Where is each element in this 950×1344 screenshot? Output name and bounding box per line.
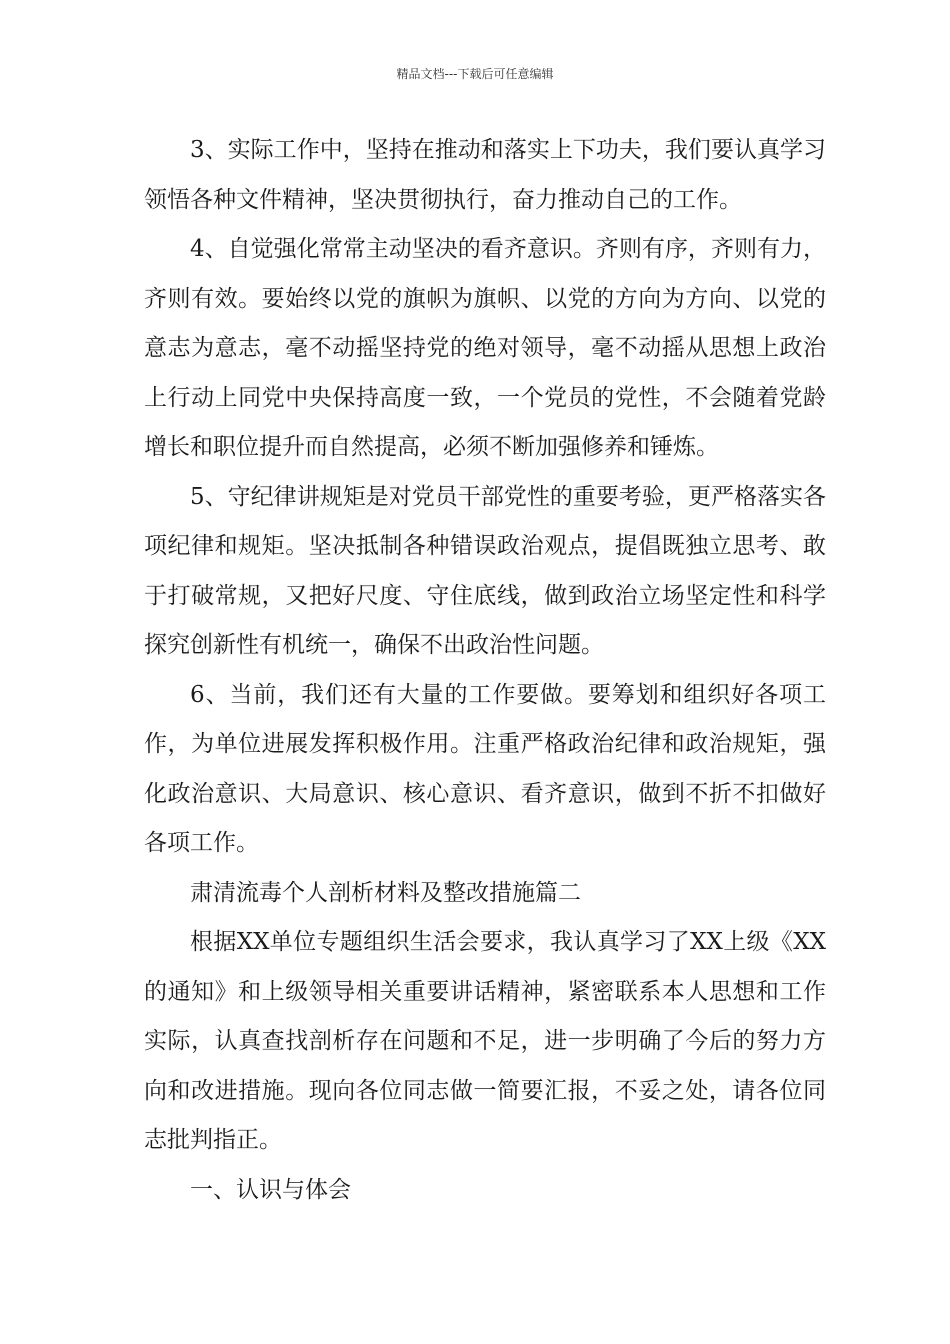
paragraph-3: 3、实际工作中，坚持在推动和落实上下功夫，我们要认真学习领悟各种文件精神，坚决贯彻执行，奋力推动自己的工作。 <box>144 137 826 213</box>
section-heading: 肃清流毒个人剖析材料及整改措施篇二 <box>190 879 581 906</box>
paragraph-5: 5、守纪律讲规矩是对党员干部党性的重要考验，更严格落实各项纪律和规矩。坚决抵制各种错误政治观点，提倡既独立思考、敢于打破常规，又把好尺度、守住底线，做到政治立场坚定性和科学探究创新性有机统一，确保不出政治性问题。 <box>144 483 826 658</box>
paragraph-4: 4、自觉强化常常主动坚决的看齐意识。齐则有序，齐则有力，齐则有效。要始终以党的旗帜为旗帜、以党的方向为方向、以党的意志为意志，毫不动摇坚持党的绝对领导，毫不动摇从思想上政治上行动上同党中央保持高度一致，一个党员的党性，不会随着党龄增长和职位提升而自然提高，必须不断加强修养和锤炼。 <box>144 236 826 460</box>
paragraph-intro: 根据XX单位专题组织生活会要求，我认真学习了XX上级《XX的通知》和上级领导相关重要讲话精神，紧密联系本人思想和工作实际，认真查找剖析存在问题和不足，进一步明确了今后的努力方向和改进措施。现向各位同志做一简要汇报，不妥之处，请各位同志批判指正。 <box>144 929 826 1153</box>
paragraph-6: 6、当前，我们还有大量的工作要做。要筹划和组织好各项工作，为单位进展发挥积极作用。注重严格政治纪律和政治规矩，强化政治意识、大局意识、核心意识、看齐意识，做到不折不扣做好各项工作。 <box>144 681 826 856</box>
page-header: 精品文档---下载后可任意编辑 <box>396 67 554 81</box>
document-body <box>144 126 826 1215</box>
subsection-heading: 一、认识与体会 <box>190 1176 351 1203</box>
